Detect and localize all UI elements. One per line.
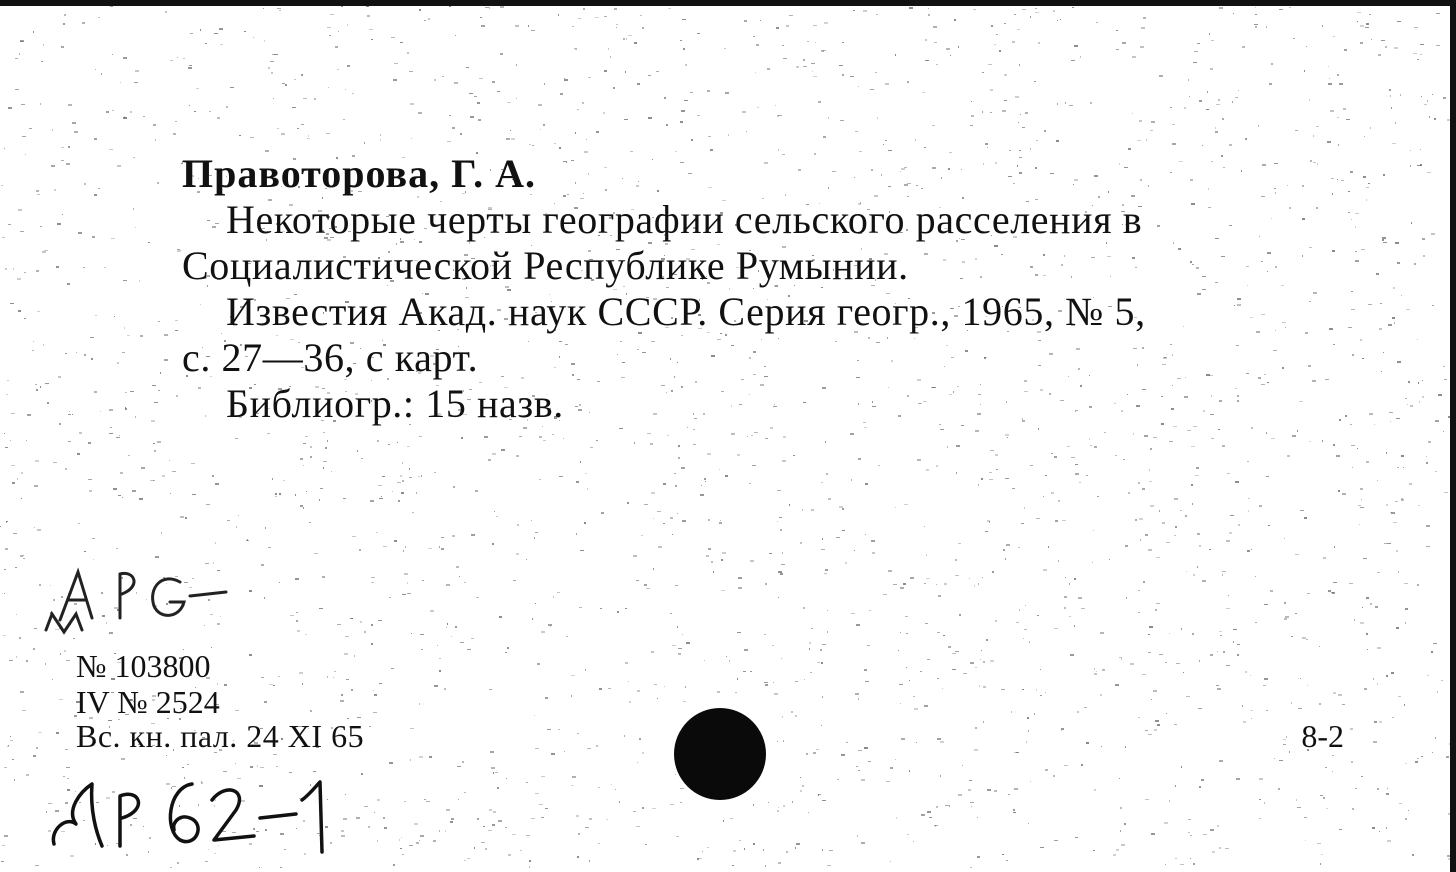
bibliography-note: Библиогр.: 15 назв. xyxy=(226,381,564,426)
book-chamber-note: Вс. кн. пал. 24 XI 65 xyxy=(76,718,365,754)
source-line-2: с. 27—36, с карт. xyxy=(182,335,479,380)
source-line-1: Известия Акад. наук СССР. Серия геогр., 1965, № 5, xyxy=(226,289,1146,334)
work-title-line-1: Некоторые черты географии сельского расселения в xyxy=(226,197,1143,242)
card-edge-top xyxy=(0,0,1456,6)
handwritten-shelfmark-top xyxy=(30,560,230,640)
handwritten-shelfmark-bottom xyxy=(40,760,340,860)
punch-hole xyxy=(674,708,766,800)
card-edge-right xyxy=(1450,0,1456,872)
classification-code: 8-2 xyxy=(1301,718,1344,754)
work-title-line-2: Социалистической Республике Румынии. xyxy=(182,243,909,288)
accession-number: № 103800 xyxy=(76,648,211,684)
register-number: IV № 2524 xyxy=(76,684,220,720)
author-name: Правоторова, Г. А. xyxy=(182,151,536,196)
